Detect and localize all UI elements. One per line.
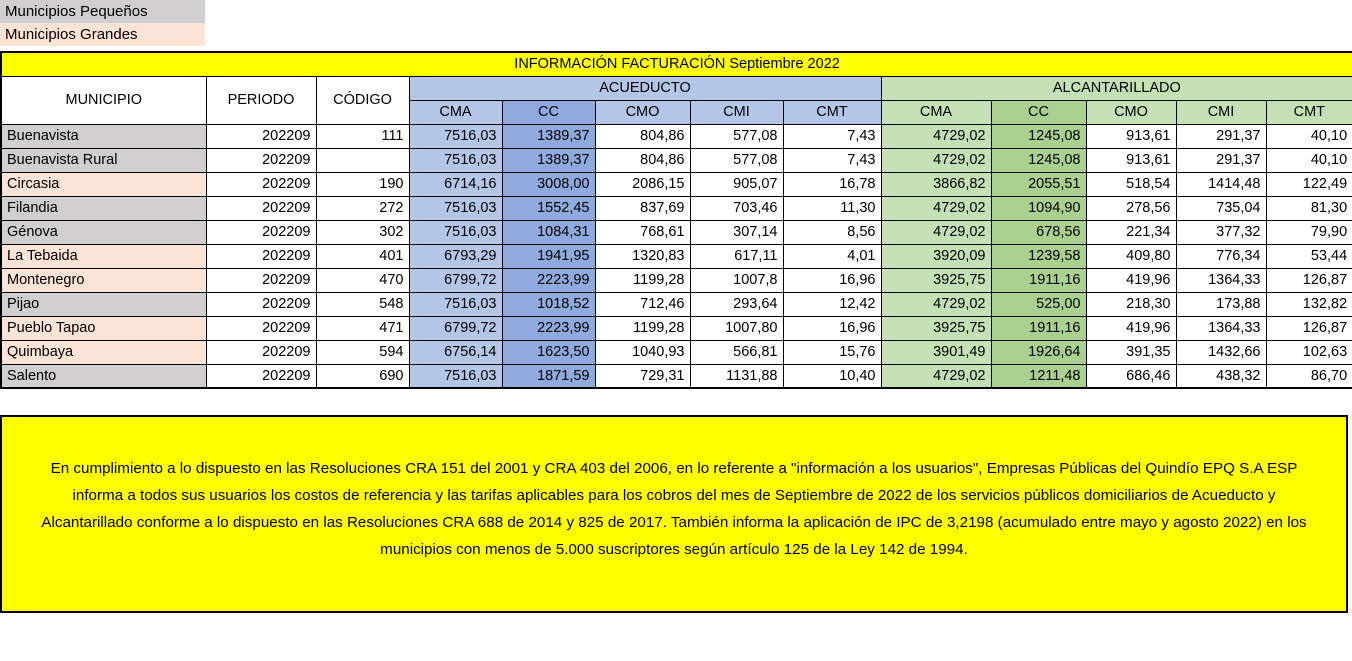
cell-acueducto-cmo: 1199,28 <box>595 316 690 340</box>
cell-acueducto-cc: 1389,37 <box>502 148 595 172</box>
cell-municipio: Buenavista <box>1 124 206 148</box>
cell-alcantarillado-cmi: 776,34 <box>1176 244 1266 268</box>
cell-acueducto-cmi: 617,11 <box>690 244 783 268</box>
cell-alcantarillado-cc: 1245,08 <box>991 148 1086 172</box>
cell-alcantarillado-cmi: 438,32 <box>1176 364 1266 388</box>
cell-alcantarillado-cmi: 1432,66 <box>1176 340 1266 364</box>
cell-alcantarillado-cmi: 1414,48 <box>1176 172 1266 196</box>
cell-alcantarillado-cc: 1211,48 <box>991 364 1086 388</box>
cell-alcantarillado-cmi: 173,88 <box>1176 292 1266 316</box>
cell-acueducto-cmt: 15,76 <box>783 340 881 364</box>
cell-alcantarillado-cmt: 102,63 <box>1266 340 1352 364</box>
table-group-header-row <box>1 76 1352 100</box>
cell-acueducto-cmo: 2086,15 <box>595 172 690 196</box>
cell-acueducto-cmi: 1007,8 <box>690 268 783 292</box>
cell-acueducto-cmo: 712,46 <box>595 292 690 316</box>
cell-codigo: 111 <box>316 124 409 148</box>
cell-acueducto-cc: 1084,31 <box>502 220 595 244</box>
cell-periodo: 202209 <box>206 292 316 316</box>
subheader-alcantarillado-cmi: CMI <box>1176 100 1266 124</box>
cell-alcantarillado-cma: 4729,02 <box>881 148 991 172</box>
cell-acueducto-cmt: 10,40 <box>783 364 881 388</box>
cell-acueducto-cmi: 577,08 <box>690 148 783 172</box>
table-row <box>1 124 1352 148</box>
legend-item-large-municipalities <box>0 23 205 46</box>
cell-municipio: Pijao <box>1 292 206 316</box>
cell-alcantarillado-cc: 1911,16 <box>991 316 1086 340</box>
column-header-municipio: MUNICIPIO <box>1 76 206 124</box>
cell-alcantarillado-cma: 3866,82 <box>881 172 991 196</box>
subheader-acueducto-cmi: CMI <box>690 100 783 124</box>
cell-alcantarillado-cmo: 278,56 <box>1086 196 1176 220</box>
cell-municipio: La Tebaida <box>1 244 206 268</box>
cell-alcantarillado-cmi: 291,37 <box>1176 124 1266 148</box>
cell-municipio: Pueblo Tapao <box>1 316 206 340</box>
cell-codigo: 302 <box>316 220 409 244</box>
cell-alcantarillado-cmi: 735,04 <box>1176 196 1266 220</box>
column-header-codigo: CÓDIGO <box>316 76 409 124</box>
cell-alcantarillado-cmo: 419,96 <box>1086 316 1176 340</box>
cell-acueducto-cmo: 768,61 <box>595 220 690 244</box>
subheader-alcantarillado-cma: CMA <box>881 100 991 124</box>
cell-alcantarillado-cmi: 1364,33 <box>1176 268 1266 292</box>
regulatory-notice-box <box>0 415 1348 613</box>
cell-municipio: Circasia <box>1 172 206 196</box>
subheader-acueducto-cmo: CMO <box>595 100 690 124</box>
cell-alcantarillado-cc: 1926,64 <box>991 340 1086 364</box>
cell-acueducto-cma: 7516,03 <box>409 148 502 172</box>
cell-acueducto-cma: 7516,03 <box>409 364 502 388</box>
cell-acueducto-cmi: 566,81 <box>690 340 783 364</box>
cell-acueducto-cc: 1871,59 <box>502 364 595 388</box>
municipality-legend <box>0 0 205 46</box>
cell-alcantarillado-cmo: 218,30 <box>1086 292 1176 316</box>
cell-acueducto-cmi: 1007,80 <box>690 316 783 340</box>
cell-acueducto-cmi: 293,64 <box>690 292 783 316</box>
cell-acueducto-cc: 1623,50 <box>502 340 595 364</box>
cell-alcantarillado-cc: 1911,16 <box>991 268 1086 292</box>
table-title: INFORMACIÓN FACTURACIÓN Septiembre 2022 <box>1 52 1352 76</box>
cell-acueducto-cma: 6756,14 <box>409 340 502 364</box>
cell-acueducto-cma: 7516,03 <box>409 196 502 220</box>
cell-codigo: 190 <box>316 172 409 196</box>
cell-acueducto-cc: 2223,99 <box>502 268 595 292</box>
cell-acueducto-cmt: 11,30 <box>783 196 881 220</box>
cell-acueducto-cmt: 8,56 <box>783 220 881 244</box>
cell-acueducto-cmo: 804,86 <box>595 124 690 148</box>
cell-alcantarillado-cc: 525,00 <box>991 292 1086 316</box>
table-row <box>1 172 1352 196</box>
cell-alcantarillado-cmi: 377,32 <box>1176 220 1266 244</box>
cell-acueducto-cc: 3008,00 <box>502 172 595 196</box>
cell-acueducto-cmi: 703,46 <box>690 196 783 220</box>
cell-acueducto-cmi: 307,14 <box>690 220 783 244</box>
cell-alcantarillado-cmo: 391,35 <box>1086 340 1176 364</box>
cell-acueducto-cmo: 729,31 <box>595 364 690 388</box>
cell-alcantarillado-cmt: 81,30 <box>1266 196 1352 220</box>
cell-codigo: 401 <box>316 244 409 268</box>
cell-alcantarillado-cmo: 409,80 <box>1086 244 1176 268</box>
cell-acueducto-cmt: 16,78 <box>783 172 881 196</box>
cell-alcantarillado-cma: 3925,75 <box>881 268 991 292</box>
cell-alcantarillado-cmt: 132,82 <box>1266 292 1352 316</box>
cell-alcantarillado-cc: 678,56 <box>991 220 1086 244</box>
cell-municipio: Filandia <box>1 196 206 220</box>
table-row <box>1 292 1352 316</box>
cell-alcantarillado-cmi: 1364,33 <box>1176 316 1266 340</box>
legend-item-small-municipalities <box>0 0 205 23</box>
group-header-alcantarillado: ALCANTARILLADO <box>881 76 1352 100</box>
cell-acueducto-cma: 7516,03 <box>409 292 502 316</box>
cell-alcantarillado-cmt: 126,87 <box>1266 268 1352 292</box>
cell-periodo: 202209 <box>206 148 316 172</box>
cell-alcantarillado-cc: 2055,51 <box>991 172 1086 196</box>
cell-codigo: 548 <box>316 292 409 316</box>
cell-codigo: 594 <box>316 340 409 364</box>
cell-municipio: Salento <box>1 364 206 388</box>
cell-alcantarillado-cmo: 419,96 <box>1086 268 1176 292</box>
subheader-alcantarillado-cc: CC <box>991 100 1086 124</box>
cell-acueducto-cmi: 1131,88 <box>690 364 783 388</box>
cell-alcantarillado-cmt: 53,44 <box>1266 244 1352 268</box>
cell-alcantarillado-cmo: 518,54 <box>1086 172 1176 196</box>
cell-acueducto-cmt: 4,01 <box>783 244 881 268</box>
cell-acueducto-cmo: 1320,83 <box>595 244 690 268</box>
table-row <box>1 364 1352 388</box>
cell-alcantarillado-cmo: 221,34 <box>1086 220 1176 244</box>
subheader-acueducto-cma: CMA <box>409 100 502 124</box>
cell-periodo: 202209 <box>206 220 316 244</box>
cell-alcantarillado-cmt: 86,70 <box>1266 364 1352 388</box>
cell-codigo: 470 <box>316 268 409 292</box>
cell-acueducto-cc: 1552,45 <box>502 196 595 220</box>
cell-alcantarillado-cc: 1239,58 <box>991 244 1086 268</box>
cell-acueducto-cma: 7516,03 <box>409 124 502 148</box>
cell-acueducto-cma: 7516,03 <box>409 220 502 244</box>
subheader-alcantarillado-cmo: CMO <box>1086 100 1176 124</box>
cell-acueducto-cc: 2223,99 <box>502 316 595 340</box>
table-row <box>1 316 1352 340</box>
cell-acueducto-cma: 6714,16 <box>409 172 502 196</box>
cell-alcantarillado-cc: 1094,90 <box>991 196 1086 220</box>
legend-label-large: Municipios Grandes <box>5 26 138 43</box>
legend-label-small: Municipios Pequeños <box>5 3 148 20</box>
cell-alcantarillado-cma: 3901,49 <box>881 340 991 364</box>
cell-acueducto-cma: 6793,29 <box>409 244 502 268</box>
cell-alcantarillado-cma: 3925,75 <box>881 316 991 340</box>
cell-acueducto-cmt: 7,43 <box>783 124 881 148</box>
cell-alcantarillado-cc: 1245,08 <box>991 124 1086 148</box>
cell-alcantarillado-cmi: 291,37 <box>1176 148 1266 172</box>
cell-acueducto-cma: 6799,72 <box>409 316 502 340</box>
table-row <box>1 340 1352 364</box>
table-row <box>1 220 1352 244</box>
cell-periodo: 202209 <box>206 364 316 388</box>
cell-codigo: 471 <box>316 316 409 340</box>
cell-acueducto-cmi: 577,08 <box>690 124 783 148</box>
cell-periodo: 202209 <box>206 244 316 268</box>
cell-acueducto-cmi: 905,07 <box>690 172 783 196</box>
cell-periodo: 202209 <box>206 196 316 220</box>
cell-acueducto-cmt: 7,43 <box>783 148 881 172</box>
cell-periodo: 202209 <box>206 340 316 364</box>
cell-municipio: Buenavista Rural <box>1 148 206 172</box>
cell-municipio: Génova <box>1 220 206 244</box>
regulatory-notice-text: En cumplimiento a lo dispuesto en las Resoluciones CRA 151 del 2001 y CRA 403 del 2006, en lo referente a "información a los usuarios", Empresas Públicas del Quindío EPQ S.A ESP informa a todos sus usuarios los costos de referencia y las tarifas aplicables para los cobros del mes de Septiembre de 2022 de los servicios públicos domiciliarios de Acueducto y Alcantarillado conforme a lo dispuesto en las Resoluciones CRA 688 de 2014 y 825 de 2017. También informa la aplicación de IPC de 3,2198 (acumulado entre mayo y agosto 2022) en los municipios con menos de 5.000 suscriptores según artículo 125 de la Ley 142 de 1994. <box>41 460 1307 558</box>
cell-periodo: 202209 <box>206 172 316 196</box>
billing-information-table <box>0 51 1352 389</box>
group-header-acueducto: ACUEDUCTO <box>409 76 881 100</box>
cell-alcantarillado-cmt: 126,87 <box>1266 316 1352 340</box>
cell-alcantarillado-cmt: 122,49 <box>1266 172 1352 196</box>
table-row <box>1 148 1352 172</box>
cell-codigo: 272 <box>316 196 409 220</box>
cell-codigo <box>316 148 409 172</box>
cell-alcantarillado-cma: 3920,09 <box>881 244 991 268</box>
cell-acueducto-cmo: 804,86 <box>595 148 690 172</box>
cell-acueducto-cmt: 12,42 <box>783 292 881 316</box>
cell-acueducto-cmo: 1199,28 <box>595 268 690 292</box>
cell-alcantarillado-cma: 4729,02 <box>881 364 991 388</box>
column-header-periodo: PERIODO <box>206 76 316 124</box>
cell-municipio: Montenegro <box>1 268 206 292</box>
table-row <box>1 244 1352 268</box>
table-row <box>1 196 1352 220</box>
cell-acueducto-cmo: 837,69 <box>595 196 690 220</box>
cell-alcantarillado-cmo: 913,61 <box>1086 148 1176 172</box>
cell-acueducto-cc: 1941,95 <box>502 244 595 268</box>
cell-acueducto-cc: 1389,37 <box>502 124 595 148</box>
cell-alcantarillado-cmt: 40,10 <box>1266 124 1352 148</box>
cell-alcantarillado-cmt: 40,10 <box>1266 148 1352 172</box>
cell-acueducto-cmt: 16,96 <box>783 316 881 340</box>
subheader-alcantarillado-cmt: CMT <box>1266 100 1352 124</box>
cell-acueducto-cma: 6799,72 <box>409 268 502 292</box>
cell-alcantarillado-cma: 4729,02 <box>881 292 991 316</box>
cell-alcantarillado-cma: 4729,02 <box>881 124 991 148</box>
cell-acueducto-cc: 1018,52 <box>502 292 595 316</box>
table-title-row <box>1 52 1352 76</box>
cell-alcantarillado-cmo: 686,46 <box>1086 364 1176 388</box>
cell-alcantarillado-cma: 4729,02 <box>881 220 991 244</box>
cell-periodo: 202209 <box>206 316 316 340</box>
cell-periodo: 202209 <box>206 268 316 292</box>
table-body <box>1 124 1352 388</box>
cell-acueducto-cmo: 1040,93 <box>595 340 690 364</box>
subheader-acueducto-cmt: CMT <box>783 100 881 124</box>
cell-codigo: 690 <box>316 364 409 388</box>
subheader-acueducto-cc: CC <box>502 100 595 124</box>
cell-periodo: 202209 <box>206 124 316 148</box>
cell-acueducto-cmt: 16,96 <box>783 268 881 292</box>
cell-alcantarillado-cma: 4729,02 <box>881 196 991 220</box>
cell-alcantarillado-cmo: 913,61 <box>1086 124 1176 148</box>
cell-municipio: Quimbaya <box>1 340 206 364</box>
table-row <box>1 268 1352 292</box>
cell-alcantarillado-cmt: 79,90 <box>1266 220 1352 244</box>
